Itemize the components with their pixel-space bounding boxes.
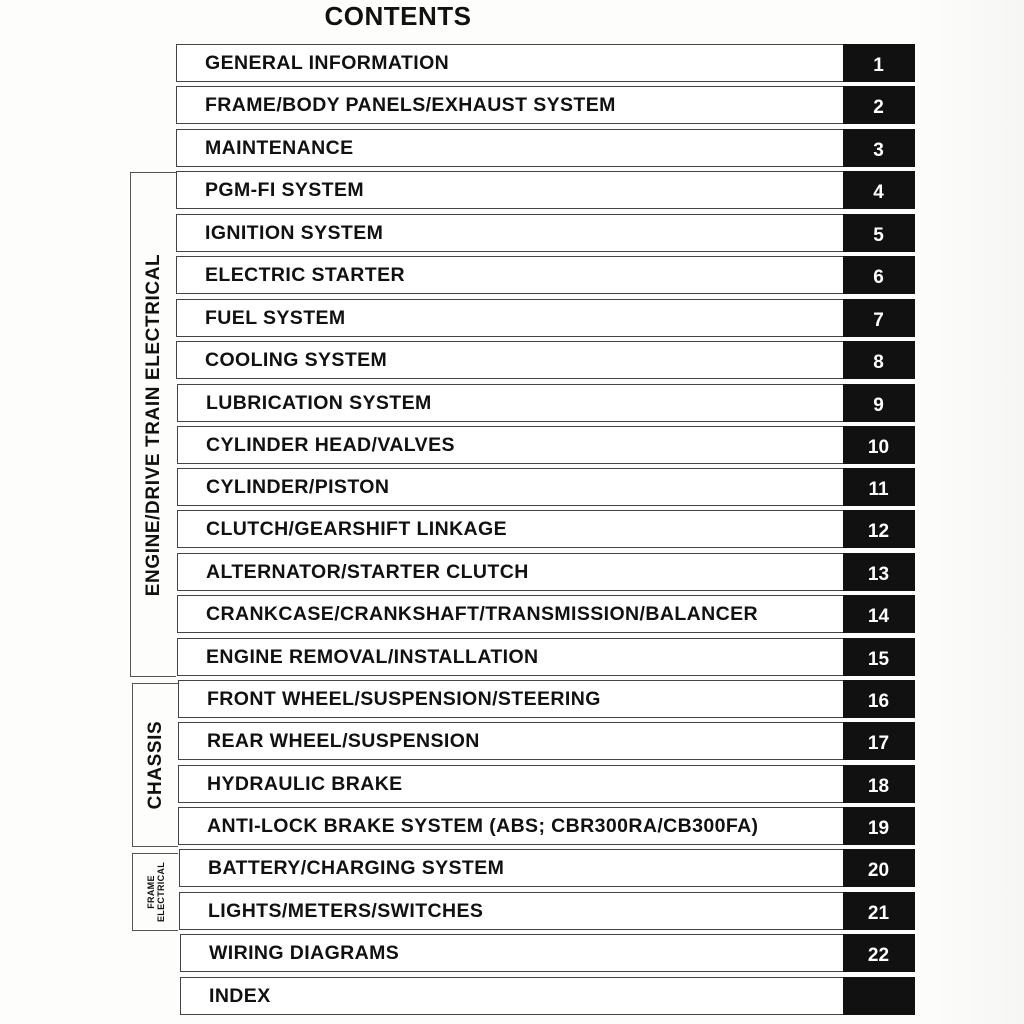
section-tab[interactable]: 13 xyxy=(843,553,915,591)
section-tab[interactable]: 21 xyxy=(843,892,915,930)
section-row-15[interactable] xyxy=(177,638,914,676)
section-label: WIRING DIAGRAMS xyxy=(209,942,400,964)
group-label-frame: FRAME xyxy=(145,875,156,909)
section-tab[interactable]: 6 xyxy=(843,256,915,294)
section-label: PGM-FI SYSTEM xyxy=(205,179,365,201)
section-row-12[interactable] xyxy=(177,510,914,548)
group-label-chassis: CHASSIS xyxy=(144,720,166,810)
section-tab[interactable]: 8 xyxy=(843,341,915,379)
section-row-14[interactable] xyxy=(177,595,914,633)
section-tab[interactable]: 17 xyxy=(843,722,915,760)
section-tab[interactable]: 5 xyxy=(843,214,915,252)
section-label: FRAME/BODY PANELS/EXHAUST SYSTEM xyxy=(205,94,616,116)
page-margin xyxy=(914,0,1024,1024)
section-tab[interactable]: 15 xyxy=(843,638,915,676)
section-tab[interactable]: 20 xyxy=(843,849,915,887)
section-row-2[interactable] xyxy=(176,86,914,124)
section-row-10[interactable] xyxy=(177,426,914,464)
section-tab[interactable]: 1 xyxy=(843,44,915,82)
section-label: BATTERY/CHARGING SYSTEM xyxy=(208,857,505,879)
section-row-19[interactable] xyxy=(178,807,914,845)
section-label: REAR WHEEL/SUSPENSION xyxy=(207,730,480,752)
section-label: ANTI-LOCK BRAKE SYSTEM (ABS; CBR300RA/CB300FA) xyxy=(207,815,759,837)
section-row-3[interactable] xyxy=(176,129,914,167)
section-tab[interactable]: 12 xyxy=(843,510,915,548)
section-tab[interactable]: 11 xyxy=(843,468,915,506)
section-label: CYLINDER/PISTON xyxy=(206,476,390,498)
section-label: ENGINE REMOVAL/INSTALLATION xyxy=(206,646,539,668)
section-label: CLUTCH/GEARSHIFT LINKAGE xyxy=(206,518,508,540)
section-tab[interactable]: 16 xyxy=(843,680,915,718)
section-row-13[interactable] xyxy=(177,553,914,591)
section-label: INDEX xyxy=(209,985,271,1007)
section-label: LUBRICATION SYSTEM xyxy=(206,392,432,414)
section-tab[interactable]: 7 xyxy=(843,299,915,337)
section-tab[interactable]: 10 xyxy=(843,426,915,464)
section-tab[interactable]: 3 xyxy=(843,129,915,167)
section-tab[interactable]: 9 xyxy=(843,384,915,422)
section-row-18[interactable] xyxy=(178,765,914,803)
section-row-1[interactable] xyxy=(176,44,914,82)
section-row-8[interactable] xyxy=(176,341,914,379)
section-row-6[interactable] xyxy=(176,256,914,294)
section-row-17[interactable] xyxy=(178,722,914,760)
group-chassis xyxy=(132,683,178,847)
section-row-9[interactable] xyxy=(177,384,914,422)
section-row-21[interactable] xyxy=(179,892,914,930)
section-tab[interactable]: 14 xyxy=(843,595,915,633)
section-row-7[interactable] xyxy=(176,299,914,337)
section-label: FRONT WHEEL/SUSPENSION/STEERING xyxy=(207,688,601,710)
section-tab[interactable]: 19 xyxy=(843,807,915,845)
section-tab[interactable]: 2 xyxy=(843,86,915,124)
group-label-electrical: ELECTRICAL xyxy=(155,862,166,922)
section-tab[interactable]: 18 xyxy=(843,765,915,803)
section-label: MAINTENANCE xyxy=(205,137,354,159)
section-label: CRANKCASE/CRANKSHAFT/TRANSMISSION/BALANCER xyxy=(206,603,758,625)
section-label: ELECTRIC STARTER xyxy=(205,264,405,286)
section-label: IGNITION SYSTEM xyxy=(205,222,384,244)
section-row-index[interactable] xyxy=(180,977,914,1015)
section-row-4[interactable] xyxy=(176,171,914,209)
group-frame-electrical xyxy=(132,853,178,931)
group-engine-drive-train-electrical xyxy=(130,172,176,677)
section-row-11[interactable] xyxy=(177,468,914,506)
section-tab[interactable] xyxy=(843,977,915,1015)
section-label: LIGHTS/METERS/SWITCHES xyxy=(208,900,484,922)
section-tab[interactable]: 22 xyxy=(843,934,915,972)
section-row-22[interactable] xyxy=(180,934,914,972)
page-title: CONTENTS xyxy=(324,1,472,31)
section-label: ALTERNATOR/STARTER CLUTCH xyxy=(206,561,529,583)
section-row-16[interactable] xyxy=(178,680,914,718)
section-label: FUEL SYSTEM xyxy=(205,307,346,329)
section-row-20[interactable] xyxy=(179,849,914,887)
group-label-engine: ENGINE/DRIVE TRAIN ELECTRICAL xyxy=(142,253,164,596)
section-row-5[interactable] xyxy=(176,214,914,252)
section-tab[interactable]: 4 xyxy=(843,171,915,209)
section-label: COOLING SYSTEM xyxy=(205,349,388,371)
group-label-frame-electrical xyxy=(146,852,166,932)
section-label: GENERAL INFORMATION xyxy=(205,52,450,74)
section-label: HYDRAULIC BRAKE xyxy=(207,773,403,795)
section-label: CYLINDER HEAD/VALVES xyxy=(206,434,455,456)
